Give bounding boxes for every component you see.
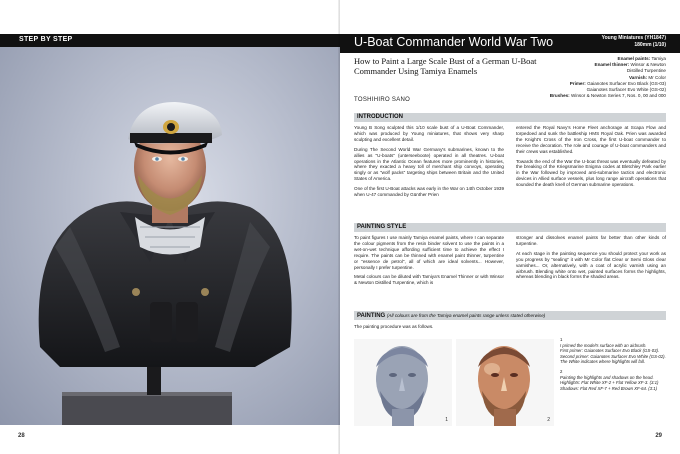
section-tag: STEP BY STEP [19,36,73,43]
page-number-right: 29 [655,433,662,439]
step-number: 1 [445,417,448,423]
caption-step-2: 2 Painting the highlights and shadows on the head. Highlights: Flat White XF-2 + Flat Yellow XF-3. (3:1) Shadows: Flat Red XF-7 + Red Brown XF-64. (3:1) [560,368,659,391]
materials-item: Enamel thinner: Winsor & Newton [594,62,666,68]
materials-item: Gaianotes Surfacer Evo White (GS-02) [586,87,666,93]
style-column-right [516,235,666,284]
paragraph: stronger and dissolves enamel paints far better than other kinds of turpentine. [516,235,666,246]
paragraph: At each stage in the painting sequence you should protect your work as you progress by "sealing" it with Mr Color flat Clear or Semi Gloss clear varnishes... Or, alternatively, with a coat of acrylic varnish using an airbrush. Blending white onto wet, painted surfaces forms the highlights, whereas blending in black forms the shaded areas. [516,250,666,280]
caption-number: 1 [560,337,563,342]
kit-info-line: Young Miniatures (YH1847) [601,35,666,41]
article-subtitle: How to Paint a Large Scale Bust of a German U-Boat Commander Using Tamiya Enamels [354,56,537,76]
pedestal-base [62,392,232,425]
intro-column-left [354,125,504,202]
paragraph: Metal colours can be diluted with Tamiya's Enamel Thinner or with Winsor & Newton Distilled Turpentine, which is [354,274,504,286]
section-heading-painting: PAINTING (All colours are from the Tamiya enamel paints range unless stated otherwise) [354,311,666,320]
paragraph: One of the first U-Boat attacks was early in the War on 14th October 1939 when U-47 commanded by Günther Prien [354,186,504,198]
materials-item: Brushes: Winsor & Newton Series 7, Nos. 0, 00 and 000 [549,93,666,99]
article-title: U-Boat Commander World War Two [354,35,554,49]
step-photo-2 [456,339,554,426]
caption-number: 2 [560,368,563,374]
right-page [340,0,680,454]
materials-item: Varnish: Mr Color [628,74,666,80]
page-number-left: 28 [18,433,25,439]
primed-head-image [354,339,452,426]
kit-info-line: 180mm (1/10) [634,42,666,48]
section-heading-painting-style: PAINTING STYLE [354,223,666,232]
caption-step-1: 1 I primed the model's surface with an airbrush. First primer: Gaianotes Surfacer Evo Black (GS-03). Second primer: Gaianotes Surfacer Evo White (GS-02). The White indicates where highlights will fall. [560,337,666,365]
materials-list [550,56,666,99]
bust-illustration [0,47,340,425]
author-name: TOSHIHIRO SANO [354,97,411,103]
materials-item: Primer: Gaianotes Surfacer Evo Black (GS-03) [569,80,666,86]
materials-item: Distilled Turpentine [626,68,666,74]
bust-photo [0,47,340,425]
painted-head-image [456,339,554,426]
paragraph: Young B Song sculpted this 1/10 scale bust of a U-Boat Commander, which was produced by Young miniatures, that shows very sharp sculpting and excellent detail. [354,125,504,142]
step-captions [560,337,666,395]
paragraph: entered the Royal Navy's Home Fleet anchorage at Scapa Flow and torpedoed and sunk the battleship HMS Royal Oak. Prien was awarded the Knight's Cross of the Iron Cross, the first U-boat commander to receive the decoration. The role and courage of U-boat commanders and their crews was established. [516,125,666,154]
materials-item: Enamel paints: Tamiya [617,56,666,61]
procedure-intro: The painting procedure was as follows. [354,324,434,329]
paragraph: Towards the end of the War the U-boat threat was eventually defeated by the breaking of the Kriegsmarine Enigma codes at Bletchley Park earlier in the War followed by improved anti-submarine tactics and electronic devices in Allied surface vessels, plus long range aircraft operations that sounded the death knell of German submarine operations. [516,158,666,188]
style-column-left [354,235,504,290]
step-number: 2 [547,417,550,423]
intro-column-right [516,125,666,192]
section-heading-introduction: INTRODUCTION [354,113,666,122]
step-photo-1 [354,339,452,426]
kit-info [602,35,666,49]
paragraph: To paint figures I use mainly Tamiya enamel paints, where I can separate the colour pigments from the resin binder solvent to use the paints in a wet-on-wet technique affording sufficient time to achieve the effect I require. The paints can be thinned with enamel paint thinner, turpentine or "essence de petrol", all of which are ideal solvents... However, personally I prefer turpentine. [354,235,504,270]
paragraph: During The Second World War Germany's submarines, known to the allies as "U-boats" (unterseeboote) operated in all theatres. U-boat operations in the Atlantic Ocean features more prominently in histories, where they exacted a heavy toll of merchant ship convoys, operating singly or as "wolf packs" targeting ships between Britain and the United States of America. [354,146,504,182]
